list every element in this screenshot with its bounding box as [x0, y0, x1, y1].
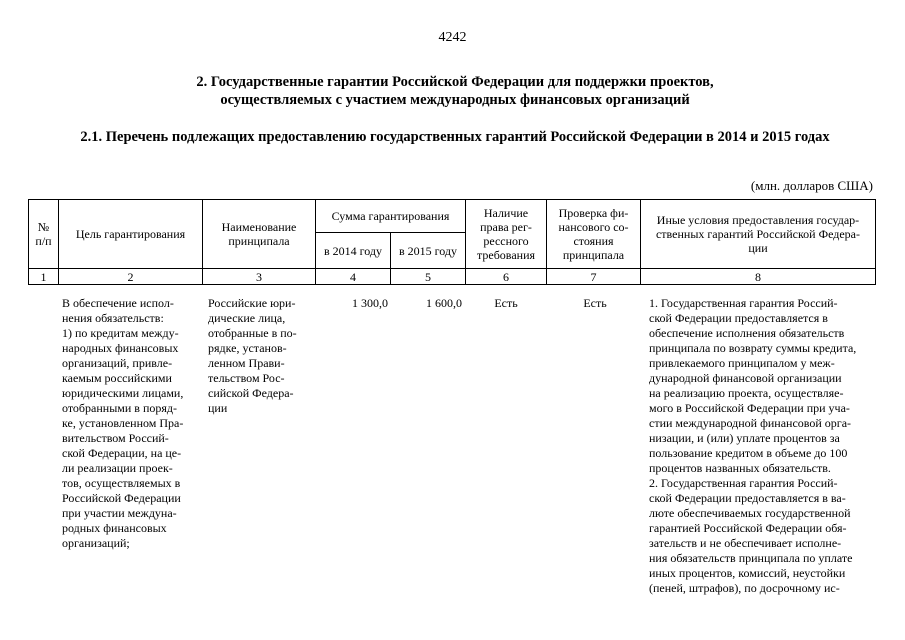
cell-other-conditions [649, 296, 872, 596]
section-title [60, 73, 850, 109]
header-regress-right: Наличие права рег- рессного требования [466, 200, 547, 269]
principal-line: отобранные в по- [208, 326, 297, 340]
cell-principal [208, 296, 312, 416]
cell-regress-right: Есть [494, 296, 518, 310]
cell-purpose [62, 296, 196, 551]
condition-line: зательств и не обеспечивает исполне- [649, 536, 842, 550]
purpose-line: вительством Россий- [62, 431, 169, 445]
column-number: 5 [391, 269, 466, 285]
column-number: 7 [547, 269, 641, 285]
header-year-2014: в 2014 году [316, 233, 391, 269]
column-number: 1 [29, 269, 59, 285]
condition-line: принципала по возврату суммы кредита, [649, 341, 857, 355]
purpose-line: отобранными в поряд- [62, 401, 177, 415]
subsection-title: 2.1. Перечень подлежащих предоставлению государственных гарантий Российской Федерации в 2014 и 2015 годах [80, 129, 830, 145]
purpose-line: ли реализации проек- [62, 461, 173, 475]
header-other-conditions: Иные условия предоставления государ- ственных гарантий Российской Федера- ции [641, 200, 876, 269]
condition-line: ской Федерации предоставляется в ва- [649, 491, 846, 505]
condition-line: процентов названных обязательств. [649, 461, 831, 475]
principal-line: ции [208, 401, 228, 415]
condition-line: низации, и (или) уплате процентов за [649, 431, 840, 445]
condition-line: (пеней, штрафов), по досрочному ис- [649, 581, 840, 595]
principal-line: рядке, установ- [208, 341, 287, 355]
column-number: 2 [59, 269, 203, 285]
condition-line: обеспечение исполнения обязательств [649, 326, 845, 340]
header-year-2015: в 2015 году [391, 233, 466, 269]
section-title-line: 2. Государственные гарантии Российской Федерации для поддержки проектов, [196, 74, 714, 90]
purpose-line: нения обязательств: [62, 311, 164, 325]
purpose-line: ке, установленном Пра- [62, 416, 184, 430]
condition-line: люте обеспечиваемых государственной [649, 506, 851, 520]
principal-line: ленном Прави- [208, 356, 285, 370]
units-note: (млн. долларов США) [750, 178, 873, 193]
header-financial-check: Проверка фи- нансового со- стояния принципала [547, 200, 641, 269]
purpose-line: ской Федерации, на це- [62, 446, 182, 460]
purpose-line: организаций, привле- [62, 356, 173, 370]
purpose-line: при участии междуна- [62, 506, 177, 520]
cell-amount-2015: 1 600,0 [426, 296, 462, 310]
purpose-line: В обеспечение испол- [62, 296, 174, 310]
column-number: 8 [641, 269, 876, 285]
purpose-line: Российской Федерации [62, 491, 181, 505]
header-number: № п/п [29, 200, 59, 269]
purpose-line: тов, осуществляемых в [62, 476, 181, 490]
header-purpose: Цель гарантирования [59, 200, 203, 269]
principal-line: сийской Федера- [208, 386, 294, 400]
condition-line: дународной финансовой организации [649, 371, 842, 385]
cell-financial-check: Есть [583, 296, 607, 310]
condition-line: 1. Государственная гарантия Россий- [649, 296, 838, 310]
principal-line: тельством Рос- [208, 371, 285, 385]
purpose-line: 1) по кредитам между- [62, 326, 179, 340]
condition-line: 2. Государственная гарантия Россий- [649, 476, 838, 490]
condition-line: мого в Российской Федерации при уча- [649, 401, 850, 415]
page-number: 4242 [438, 30, 467, 45]
header-principal: Наименование принципала [203, 200, 316, 269]
section-title-line: осуществляемых с участием международных финансовых организаций [220, 92, 690, 108]
condition-line: на реализацию проекта, осуществляе- [649, 386, 844, 400]
condition-line: ния обязательств принципала по уплате [649, 551, 853, 565]
purpose-line: организаций; [62, 536, 130, 550]
purpose-line: родных финансовых [62, 521, 167, 535]
column-number: 4 [316, 269, 391, 285]
condition-line: пользование кредитом в объеме до 100 [649, 446, 848, 460]
condition-line: гарантией Российской Федерации обя- [649, 521, 847, 535]
condition-line: ской Федерации предоставляется в [649, 311, 828, 325]
condition-line: иных процентов, комиссий, неустойки [649, 566, 846, 580]
column-number: 3 [203, 269, 316, 285]
condition-line: привлекаемого принципалом у меж- [649, 356, 835, 370]
column-number: 6 [466, 269, 547, 285]
cell-amount-2014: 1 300,0 [352, 296, 388, 310]
guarantee-table-header [28, 199, 876, 285]
purpose-line: каемым российскими [62, 371, 172, 385]
purpose-line: юридическими лицами, [62, 386, 184, 400]
purpose-line: народных финансовых [62, 341, 179, 355]
principal-line: дические лица, [208, 311, 286, 325]
header-guarantee-amount: Сумма гарантирования [316, 200, 466, 233]
principal-line: Российские юри- [208, 296, 296, 310]
condition-line: стии международной финансовой орга- [649, 416, 852, 430]
